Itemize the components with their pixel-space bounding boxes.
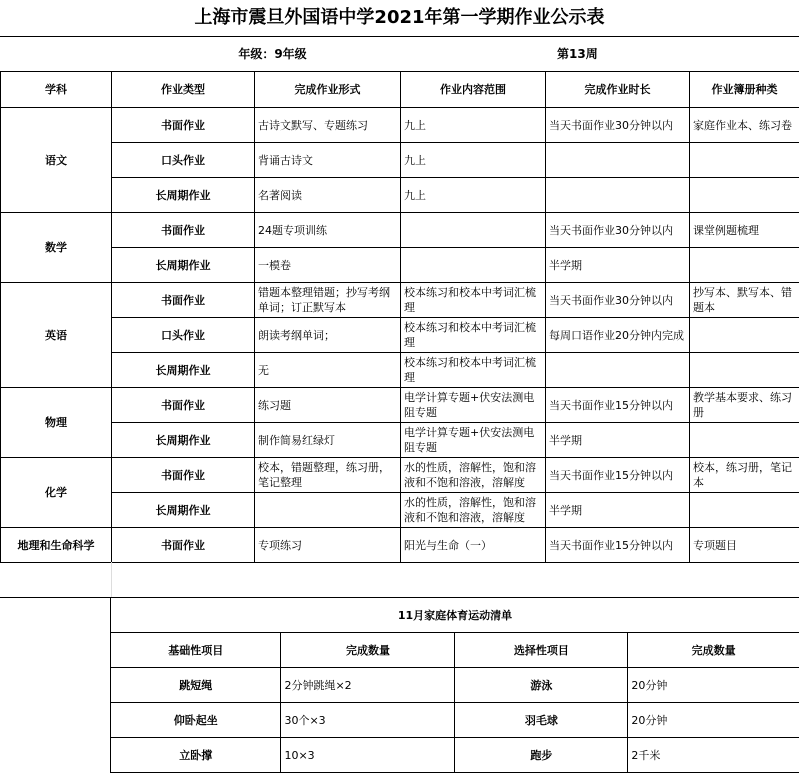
homework-form: 无 [255,353,401,388]
homework-duration: 每周口语作业20分钟内完成 [546,318,690,353]
pe-row [111,738,799,773]
homework-books: 课堂例题梳理 [690,213,799,248]
homework-form: 一模卷 [255,248,401,283]
pe-header-elective-qty: 完成数量 [628,633,799,668]
homework-scope: 电学计算专题+伏安法测电阻专题 [401,423,546,458]
pe-header-elective: 选择性项目 [455,633,628,668]
pe-elective: 跑步 [455,738,628,773]
pe-elective-qty: 2千米 [628,738,799,773]
table-row [1,388,799,423]
homework-duration: 半学期 [546,493,690,528]
homework-type: 口头作业 [112,318,255,353]
homework-scope: 水的性质，溶解性，饱和溶液和不饱和溶液，溶解度 [401,458,546,493]
homework-form: 校本，错题整理，练习册，笔记整理 [255,458,401,493]
table-row [1,458,799,493]
homework-type: 书面作业 [112,528,255,563]
table-row [1,108,799,143]
homework-books [690,143,799,178]
homework-type: 书面作业 [112,388,255,423]
homework-books: 专项题目 [690,528,799,563]
homework-form: 名著阅读 [255,178,401,213]
pe-header-row [111,633,799,668]
subject-chemistry: 化学 [1,458,112,528]
homework-scope: 校本练习和校本中考词汇梳理 [401,353,546,388]
pe-basic: 跳短绳 [111,668,281,703]
homework-books: 教学基本要求、练习册 [690,388,799,423]
homework-scope: 电学计算专题+伏安法测电阻专题 [401,388,546,423]
subject-math: 数学 [1,213,112,283]
table-row [1,318,799,353]
homework-form: 古诗文默写、专题练习 [255,108,401,143]
homework-scope [401,248,546,283]
homework-duration: 当天书面作业30分钟以内 [546,108,690,143]
grade-label: 年级：9年级 [238,47,307,61]
pe-elective: 羽毛球 [455,703,628,738]
pe-basic-qty: 10×3 [281,738,455,773]
pe-header-basic: 基础性项目 [111,633,281,668]
pe-basic: 立卧撑 [111,738,281,773]
homework-form: 错题本整理错题；抄写考纲单词；订正默写本 [255,283,401,318]
homework-type: 书面作业 [112,458,255,493]
homework-duration: 当天书面作业15分钟以内 [546,388,690,423]
table-row [1,248,799,283]
table-row [1,528,799,563]
homework-books [690,423,799,458]
pe-header-basic-qty: 完成数量 [281,633,455,668]
homework-duration: 半学期 [546,248,690,283]
header-duration: 完成作业时长 [546,72,690,108]
table-row [1,493,799,528]
pe-table [110,597,799,773]
homework-form [255,493,401,528]
subject-english: 英语 [1,283,112,388]
homework-scope: 九上 [401,143,546,178]
pe-basic-qty: 2分钟跳绳×2 [281,668,455,703]
table-row [1,423,799,458]
homework-type: 长周期作业 [112,423,255,458]
homework-scope: 水的性质，溶解性，饱和溶液和不饱和溶液，溶解度 [401,493,546,528]
homework-scope: 校本练习和校本中考词汇梳理 [401,283,546,318]
table-header-row [1,72,799,108]
homework-form: 朗读考纲单词； [255,318,401,353]
pe-row [111,703,799,738]
pe-title-row [111,598,799,633]
homework-scope [401,213,546,248]
homework-books [690,353,799,388]
page-title: 上海市震旦外国语中学2021年第一学期作业公示表 [0,0,799,37]
pe-elective-qty: 20分钟 [628,668,799,703]
header-type: 作业类型 [112,72,255,108]
pe-row [111,668,799,703]
pe-basic-qty: 30个×3 [281,703,455,738]
homework-form: 背诵古诗文 [255,143,401,178]
homework-type: 长周期作业 [112,178,255,213]
homework-table [0,71,799,563]
homework-duration: 半学期 [546,423,690,458]
homework-duration: 当天书面作业30分钟以内 [546,283,690,318]
homework-duration: 当天书面作业15分钟以内 [546,458,690,493]
homework-scope: 阳光与生命（一） [401,528,546,563]
pe-elective-qty: 20分钟 [628,703,799,738]
homework-form: 制作简易红绿灯 [255,423,401,458]
pe-basic: 仰卧起坐 [111,703,281,738]
pe-elective: 游泳 [455,668,628,703]
table-row [1,283,799,318]
homework-scope: 校本练习和校本中考词汇梳理 [401,318,546,353]
table-row [1,213,799,248]
table-row [1,178,799,213]
homework-books: 抄写本、默写本、错题本 [690,283,799,318]
homework-duration [546,178,690,213]
homework-scope: 九上 [401,178,546,213]
homework-type: 口头作业 [112,143,255,178]
homework-type: 长周期作业 [112,248,255,283]
homework-duration [546,353,690,388]
homework-type: 长周期作业 [112,353,255,388]
homework-books: 校本，练习册，笔记本 [690,458,799,493]
homework-duration: 当天书面作业15分钟以内 [546,528,690,563]
homework-type: 书面作业 [112,108,255,143]
subject-geo-bio: 地理和生命科学 [1,528,112,563]
homework-duration [546,143,690,178]
homework-form: 24题专项训练 [255,213,401,248]
subject-chinese: 语文 [1,108,112,213]
homework-type: 长周期作业 [112,493,255,528]
homework-scope: 九上 [401,108,546,143]
table-row [1,143,799,178]
header-subject: 学科 [1,72,112,108]
header-books: 作业簿册种类 [690,72,799,108]
homework-type: 书面作业 [112,283,255,318]
pe-title: 11月家庭体育运动清单 [111,598,799,633]
header-form: 完成作业形式 [255,72,401,108]
homework-books [690,493,799,528]
homework-form: 专项练习 [255,528,401,563]
homework-type: 书面作业 [112,213,255,248]
header-scope: 作业内容范围 [401,72,546,108]
homework-books [690,318,799,353]
spacer-row [0,562,799,598]
homework-books [690,178,799,213]
table-row [1,353,799,388]
subject-physics: 物理 [1,388,112,458]
homework-duration: 当天书面作业30分钟以内 [546,213,690,248]
week-label: 第13周 [557,47,598,61]
homework-books: 家庭作业本、练习卷 [690,108,799,143]
homework-form: 练习题 [255,388,401,423]
homework-books [690,248,799,283]
